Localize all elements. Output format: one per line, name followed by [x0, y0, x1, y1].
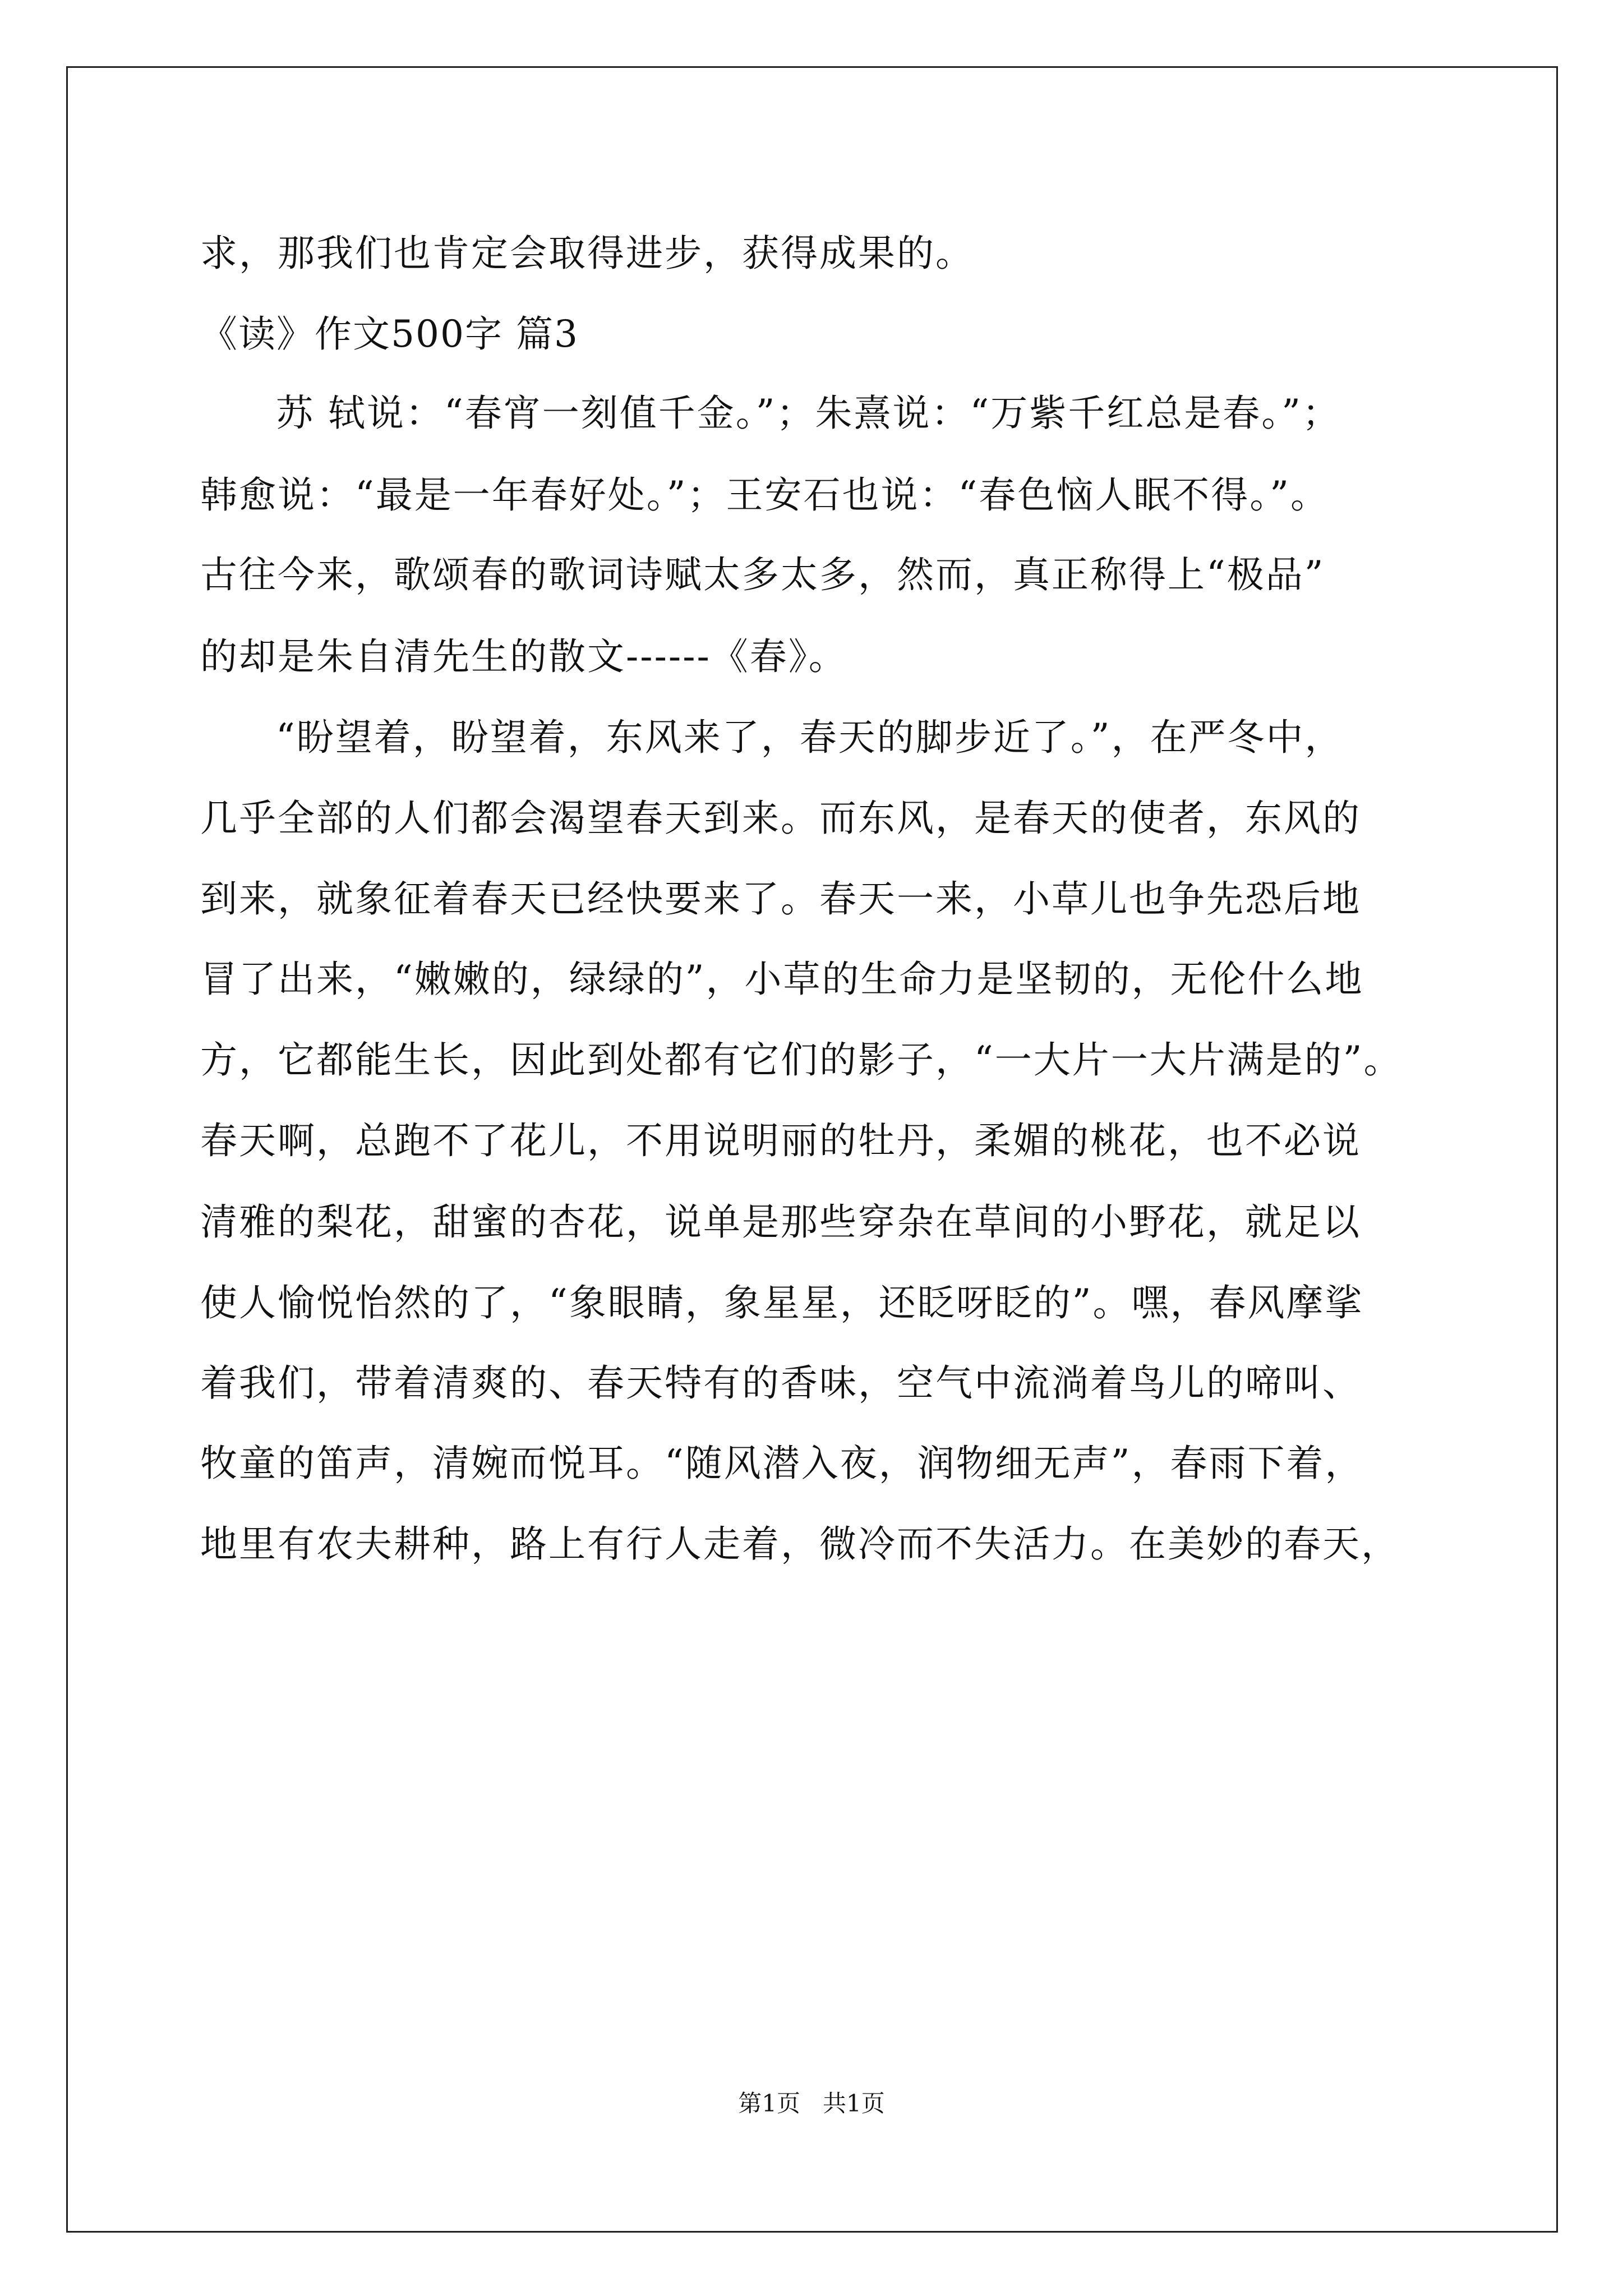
paragraph-line-9: 到来，就象征着春天已经快要来了。春天一来，小草儿也争先恐后地	[200, 877, 1361, 921]
page-footer: 第1页 共1页	[738, 2090, 885, 2117]
paragraph-line-13: 清雅的梨花，甜蜜的杏花，说单是那些穿杂在草间的小野花，就足以	[200, 1200, 1361, 1244]
paragraph-line-16: 牧童的笛声，清婉而悦耳。“随风潜入夜，润物细无声”，春雨下着，	[200, 1442, 1364, 1485]
paragraph-line-4: 韩愈说：“最是一年春好处。”；王安石也说：“春色恼人眠不得。”。	[200, 473, 1329, 517]
paragraph-line-6: 的却是朱自清先生的散文------《春》。	[200, 635, 847, 678]
paragraph-line-1: 求，那我们也肯定会取得进步，获得成果的。	[200, 232, 974, 275]
paragraph-line-10: 冒了出来，“嫩嫩的，绿绿的”，小草的生命力是坚韧的，无伦什么地	[200, 958, 1364, 1001]
paragraph-line-15: 着我们，带着清爽的、春天特有的香味，空气中流淌着鸟儿的啼叫、	[200, 1361, 1361, 1405]
paragraph-line-14: 使人愉悦怡然的了，“象眼睛，象星星，还眨呀眨的”。嘿，春风摩挲	[200, 1281, 1364, 1324]
paragraph-line-12: 春天啊，总跑不了花儿，不用说明丽的牡丹，柔媚的桃花，也不必说	[200, 1119, 1361, 1162]
section-heading: 《读》作文500字 篇3	[200, 312, 579, 356]
paragraph-line-3: 苏 轼说：“春宵一刻值千金。”；朱熹说：“万紫千红总是春。”；	[276, 392, 1341, 435]
paragraph-line-17: 地里有农夫耕种，路上有行人走着，微冷而不失活力。在美妙的春天，	[200, 1522, 1400, 1566]
paragraph-line-5: 古往今来，歌颂春的歌词诗赋太多太多，然而，真正称得上“极品”	[200, 553, 1325, 596]
paragraph-line-7: “盼望着，盼望着，东风来了，春天的脚步近了。”，在严冬中，	[276, 716, 1344, 759]
paragraph-line-8: 几乎全部的人们都会渴望春天到来。而东风，是春天的使者，东风的	[200, 797, 1361, 840]
paragraph-line-11: 方，它都能生长，因此到处都有它们的影子，“一大片一大片满是的”。	[200, 1038, 1403, 1082]
